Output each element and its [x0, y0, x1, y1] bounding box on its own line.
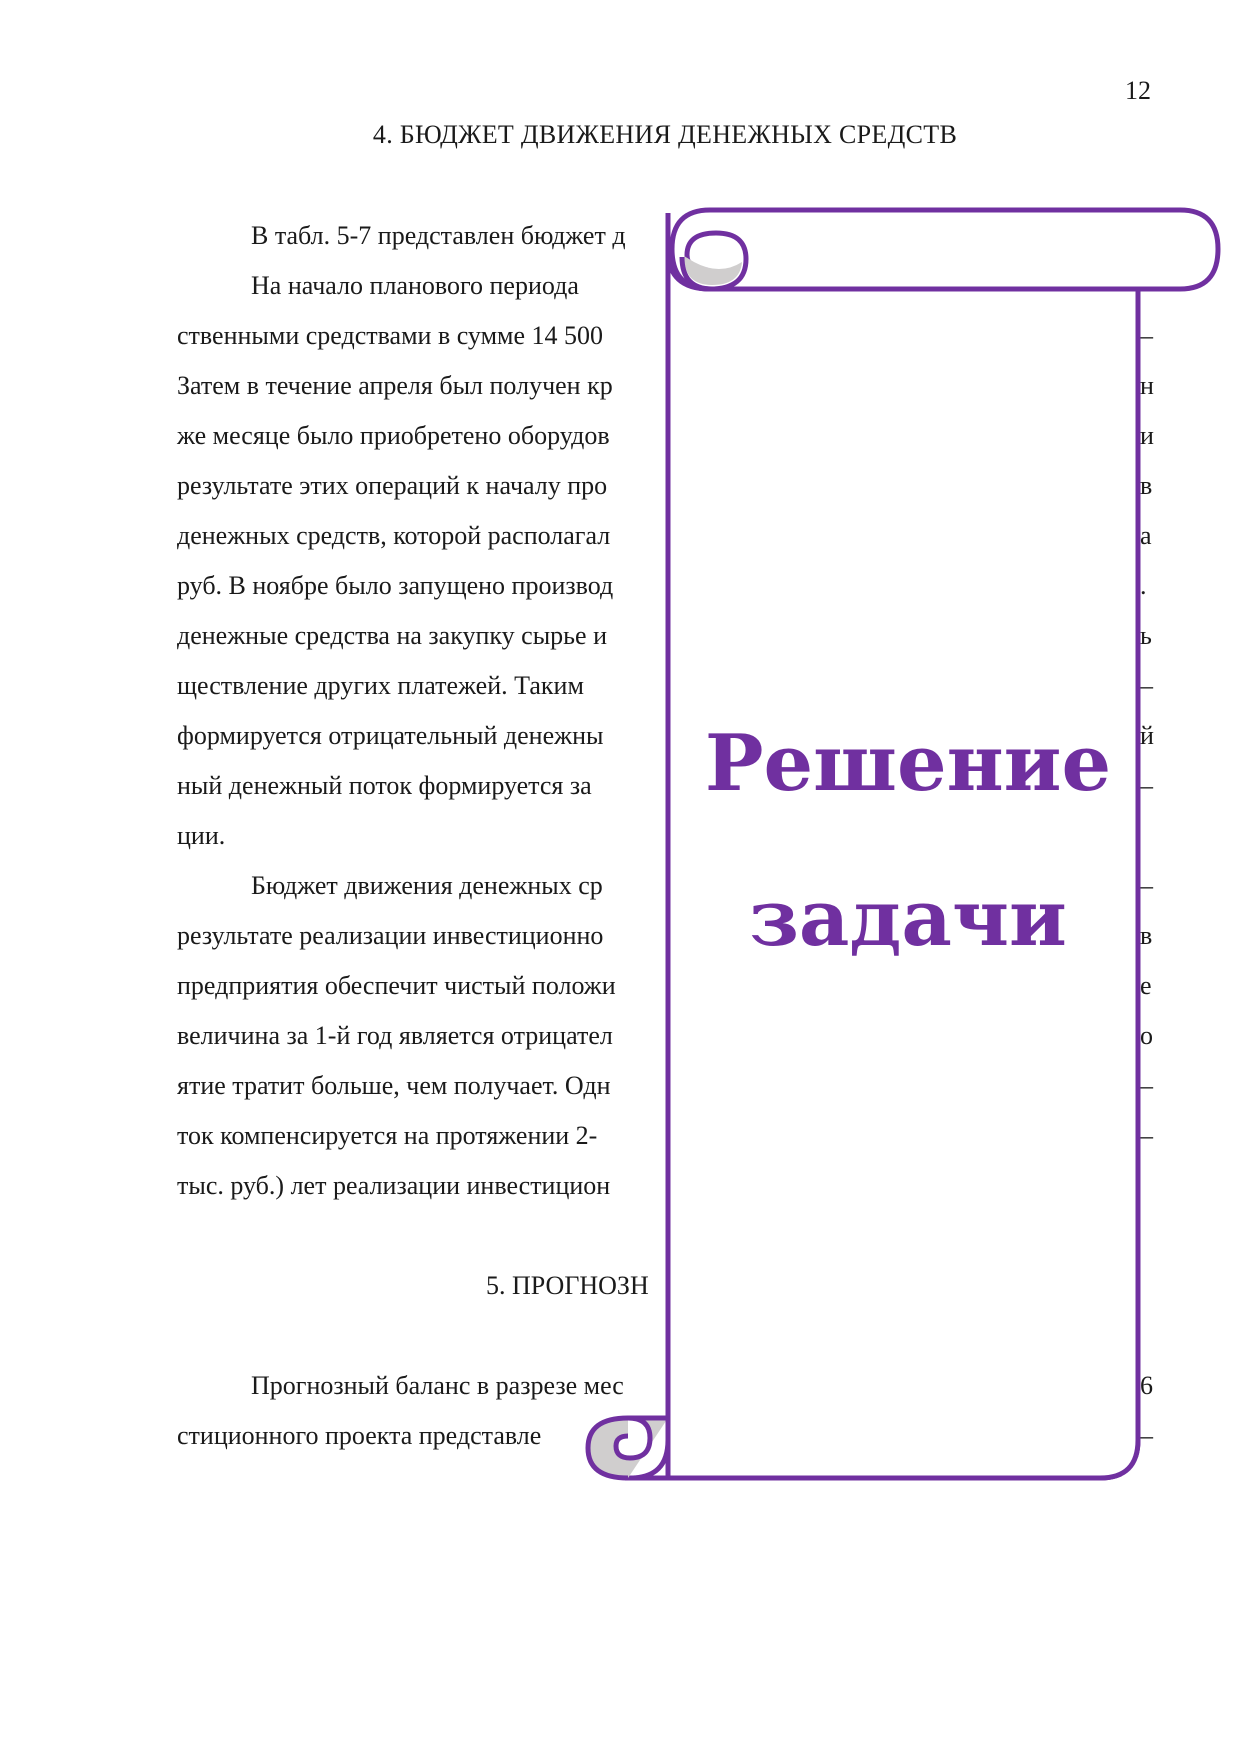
text-line: Прогнозный баланс в разрезе мес: [251, 1371, 624, 1400]
text-line: Бюджет движения денежных ср: [251, 871, 603, 900]
edge-fragment: –: [1140, 771, 1153, 800]
edge-fragment: –: [1140, 1071, 1153, 1100]
text-line: тыс. руб.) лет реализации инвестицион: [177, 1171, 611, 1200]
edge-fragment: в: [1140, 471, 1153, 500]
edge-fragment: о: [1140, 1021, 1153, 1050]
edge-fragment: в: [1140, 921, 1153, 950]
edge-fragment: .: [1140, 571, 1147, 600]
text-line: Затем в течение апреля был получен кр: [177, 371, 613, 400]
text-line: предприятия обеспечит чистый положи: [177, 971, 616, 1000]
edge-fragment: –: [1140, 1421, 1153, 1450]
overlay-title-line-2: задачи: [749, 873, 1067, 964]
text-line: В табл. 5-7 представлен бюджет д: [251, 221, 626, 250]
text-line: На начало планового периода: [251, 271, 579, 300]
text-line: ятие тратит больше, чем получает. Одн: [177, 1071, 611, 1100]
text-line: ции.: [177, 821, 226, 850]
text-line: денежных средств, которой располагал: [177, 521, 611, 550]
page-number: 12: [1125, 76, 1151, 105]
edge-fragment: –: [1140, 321, 1153, 350]
text-line: величина за 1-й год является отрицател: [177, 1021, 613, 1050]
text-line: руб. В ноябре было запущено производ: [177, 571, 614, 600]
text-line: денежные средства на закупку сырье и: [177, 621, 607, 650]
scroll-top-roll: [672, 210, 1218, 289]
edge-fragment: й: [1140, 721, 1154, 750]
edge-fragment: –: [1140, 871, 1153, 900]
text-line: результате этих операций к началу про: [177, 471, 608, 500]
edge-fragment: н: [1140, 371, 1154, 400]
edge-fragment: а: [1140, 521, 1152, 550]
overlay-title-line-1: Решение: [704, 718, 1112, 809]
text-line: результате реализации инвестиционно: [177, 921, 604, 950]
text-line: ный денежный поток формируется за: [177, 771, 592, 800]
text-line: ток компенсируется на протяжении 2-: [177, 1121, 598, 1150]
scroll-body-fill: [668, 250, 1138, 1476]
edge-fragment: ь: [1140, 621, 1152, 650]
section-4-heading: 4. БЮДЖЕТ ДВИЖЕНИЯ ДЕНЕЖНЫХ СРЕДСТВ: [372, 120, 958, 149]
edge-fragment: е: [1140, 971, 1152, 1000]
section-5-heading: 5. ПРОГНОЗН: [486, 1271, 649, 1300]
text-line: же месяце было приобретено оборудов: [177, 421, 610, 450]
edge-fragment: 6: [1140, 1371, 1153, 1400]
text-line: формируется отрицательный денежны: [177, 721, 604, 750]
edge-fragment: –: [1140, 1121, 1153, 1150]
text-line: ществление других платежей. Таким: [177, 671, 584, 700]
edge-fragment: и: [1140, 421, 1154, 450]
text-line: стиционного проекта представле: [177, 1421, 542, 1450]
edge-fragment: –: [1140, 671, 1153, 700]
text-line: ственными средствами в сумме 14 500: [177, 321, 604, 350]
